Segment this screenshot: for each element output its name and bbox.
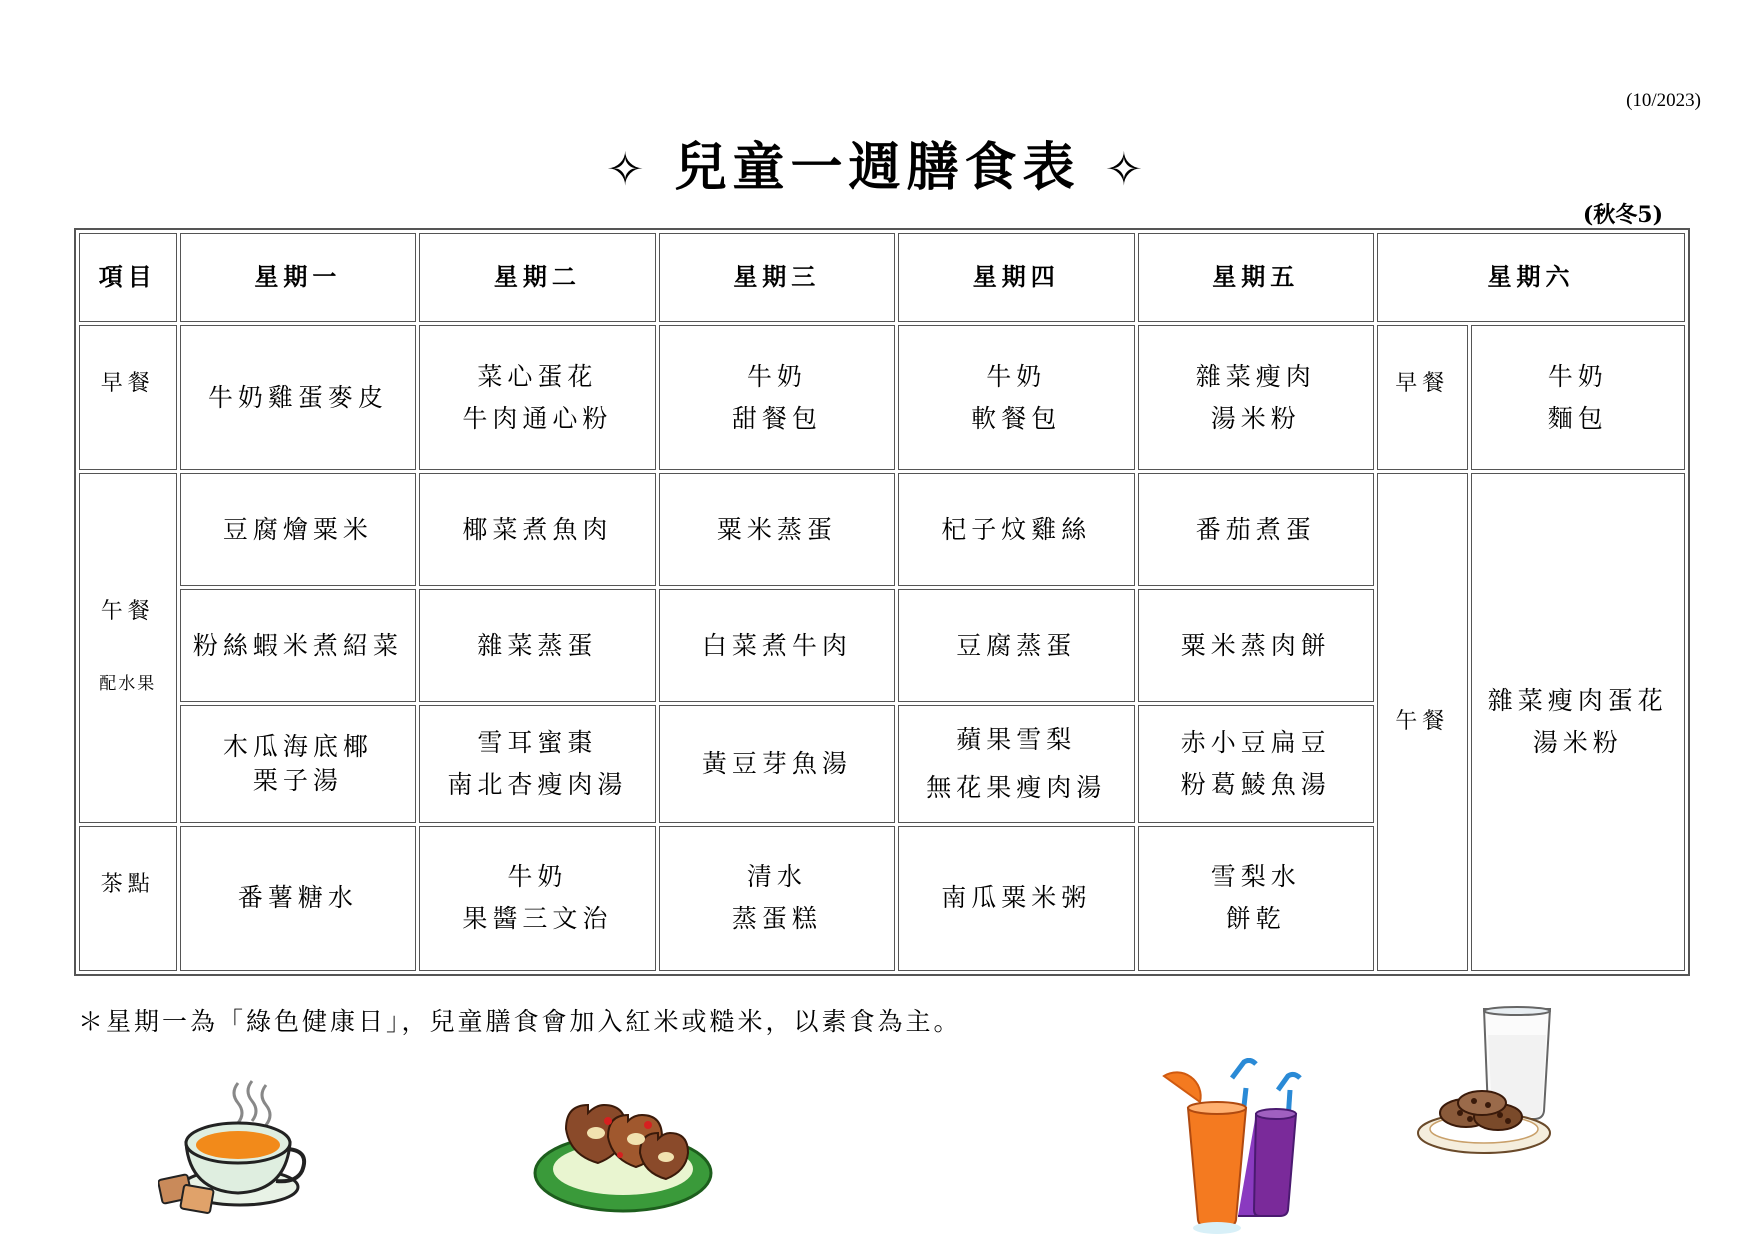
- menu-line: 牛奶: [507, 862, 568, 892]
- lunch2-tue: 雜菜蒸蛋: [419, 589, 655, 702]
- row-label-sat-lunch: 午餐: [1377, 473, 1468, 971]
- menu-line: 南瓜粟米粥: [941, 883, 1092, 913]
- row-label-sat-breakfast: 早餐: [1377, 325, 1468, 470]
- lunch1-wed: 粟米蒸蛋: [659, 473, 895, 586]
- title-text: 兒童一週膳食表: [674, 137, 1081, 198]
- tea-fri: [1138, 826, 1374, 971]
- menu-line: 餅乾: [1225, 904, 1286, 934]
- milk-cookies-icon: [1408, 1005, 1558, 1163]
- menu-line: 雪梨水: [1210, 862, 1301, 892]
- menu-line: 無花果瘦肉湯: [926, 773, 1107, 803]
- menu-line: 番薯糖水: [237, 883, 358, 913]
- header-sat: 星期六: [1377, 233, 1685, 322]
- juice-drinks-icon: [1160, 1058, 1310, 1238]
- footnote: ＊星期一為「綠色健康日」，兒童膳食會加入紅米或糙米，以素食為主。: [78, 1007, 962, 1036]
- page-title: [0, 125, 1755, 200]
- menu-line: 牛奶: [986, 361, 1047, 391]
- menu-line: 牛奶: [746, 361, 807, 391]
- menu-line: 雪耳蜜棗: [477, 728, 598, 758]
- menu-line: 南北杏瘦肉湯: [447, 770, 628, 800]
- tea-tue: [419, 826, 655, 971]
- breakfast-tue: [419, 325, 655, 470]
- lunch-label: 午餐: [100, 598, 155, 624]
- row-label-tea: 茶點: [79, 826, 177, 971]
- menu-line: 甜餐包: [731, 403, 822, 433]
- menu-line: 雜菜瘦肉蛋花: [1487, 686, 1668, 716]
- header-mon: 星期一: [180, 233, 416, 322]
- cookies-plate-icon: [528, 1085, 718, 1225]
- menu-table: [74, 228, 1690, 976]
- header-fri: 星期五: [1138, 233, 1374, 322]
- lunch1-mon: 豆腐燴粟米: [180, 473, 416, 586]
- menu-line: 栗子湯: [252, 766, 343, 796]
- lunch-sat: [1471, 473, 1685, 971]
- menu-line: 蒸蛋糕: [731, 904, 822, 934]
- menu-line: 粉葛鯪魚湯: [1180, 770, 1331, 800]
- lunch1-tue: 椰菜煮魚肉: [419, 473, 655, 586]
- date-label: (10/2023): [1626, 90, 1701, 111]
- breakfast-thu: [898, 325, 1134, 470]
- menu-line: 軟餐包: [971, 403, 1062, 433]
- header-wed: 星期三: [659, 233, 895, 322]
- row-label-lunch: [79, 473, 177, 822]
- menu-line: 蘋果雪梨: [956, 725, 1077, 755]
- menu-line: 牛奶雞蛋麥皮: [207, 382, 388, 412]
- season-label: (秋冬5): [1582, 202, 1663, 228]
- header-thu: 星期四: [898, 233, 1134, 322]
- soup-tue: [419, 705, 655, 822]
- lunch1-fri: 番茄煮蛋: [1138, 473, 1374, 586]
- star-icon: ✧: [1104, 142, 1150, 196]
- menu-line: 雜菜瘦肉: [1195, 361, 1316, 391]
- lunch2-mon: 粉絲蝦米煮紹菜: [180, 589, 416, 702]
- lunch2-wed: 白菜煮牛肉: [659, 589, 895, 702]
- lunch1-thu: 杞子炆雞絲: [898, 473, 1134, 586]
- star-icon: ✧: [605, 142, 651, 196]
- tea-wed: [659, 826, 895, 971]
- soup-thu: [898, 705, 1134, 822]
- menu-line: 湯米粉: [1210, 403, 1301, 433]
- breakfast-wed: [659, 325, 895, 470]
- breakfast-mon: [180, 325, 416, 470]
- menu-line: 牛奶: [1547, 361, 1608, 391]
- fruit-label: 配水果: [99, 673, 157, 694]
- tea-mon: [180, 826, 416, 971]
- menu-line: 赤小豆扁豆: [1180, 728, 1331, 758]
- menu-line: 木瓜海底椰: [222, 732, 373, 762]
- lunch2-thu: 豆腐蒸蛋: [898, 589, 1134, 702]
- menu-line: 菜心蛋花: [477, 361, 598, 391]
- tea-thu: [898, 826, 1134, 971]
- menu-line: 清水: [746, 862, 807, 892]
- menu-line: 牛肉通心粉: [462, 403, 613, 433]
- menu-line: 果醬三文治: [462, 904, 613, 934]
- menu-line: 麵包: [1547, 403, 1608, 433]
- soup-wed: [659, 705, 895, 822]
- tea-cup-icon: [158, 1075, 308, 1215]
- lunch-row-1: [79, 473, 1685, 586]
- row-label-breakfast: 早餐: [79, 325, 177, 470]
- menu-line: 湯米粉: [1532, 728, 1623, 758]
- breakfast-fri: [1138, 325, 1374, 470]
- header-item: 項目: [79, 233, 177, 322]
- breakfast-sat: [1471, 325, 1685, 470]
- lunch2-fri: 粟米蒸肉餅: [1138, 589, 1374, 702]
- breakfast-row: [79, 325, 1685, 470]
- soup-fri: [1138, 705, 1374, 822]
- header-row: [79, 233, 1685, 322]
- menu-line: 黃豆芽魚湯: [701, 749, 852, 779]
- header-tue: 星期二: [419, 233, 655, 322]
- soup-mon: [180, 705, 416, 822]
